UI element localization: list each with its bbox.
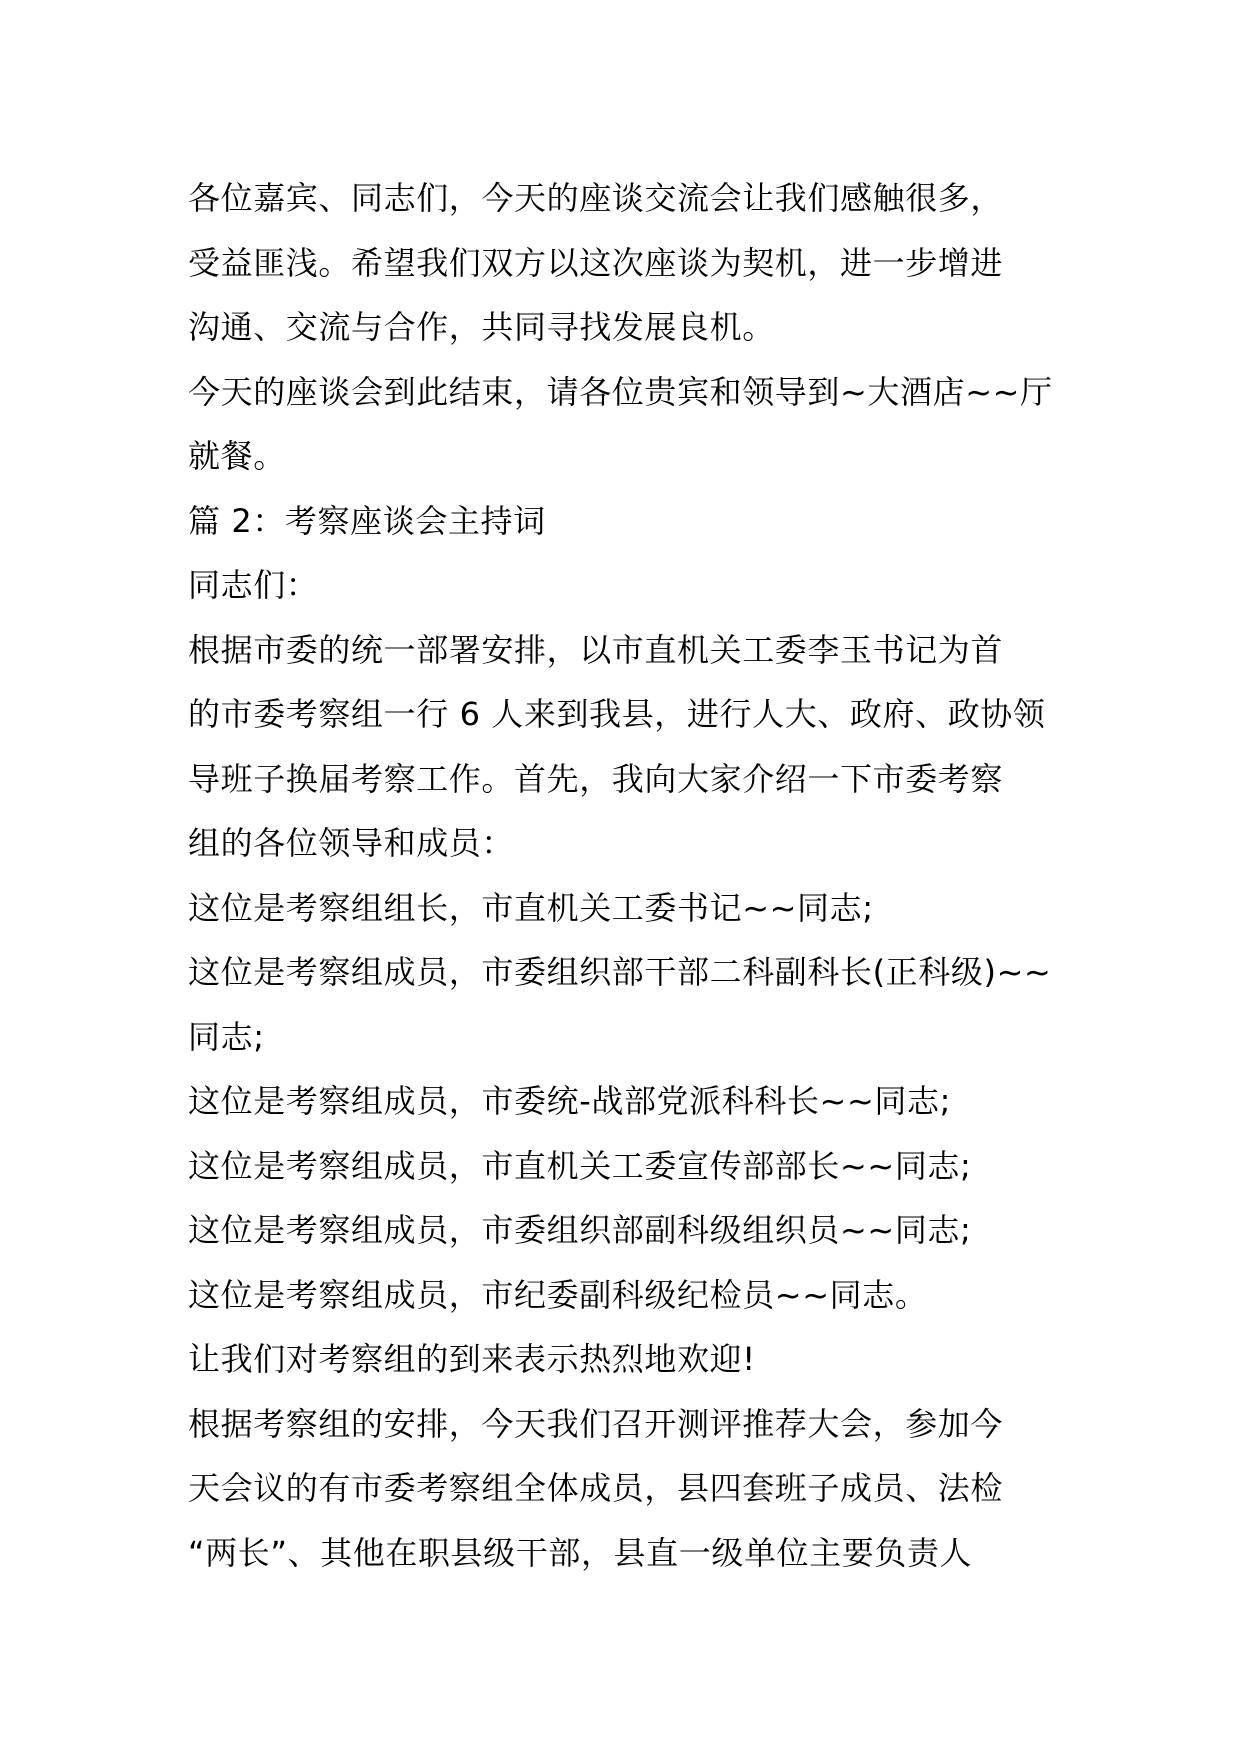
document-body — [188, 166, 1068, 1585]
text-line: “两长”、其他在职县级干部，县直一级单位主要负责人 — [188, 1533, 973, 1572]
member-intro-line: 这位是考察组成员，市纪委副科级纪检员~~同志。 — [188, 1275, 928, 1314]
member-intro-line: 这位是考察组成员，市直机关工委宣传部部长~~同志; — [188, 1146, 972, 1185]
text-line: 各位嘉宾、同志们，今天的座谈交流会让我们感触很多， — [188, 179, 1004, 217]
member-intro-line: 这位是考察组成员，市委统-战部党派科科长~~同志; — [188, 1082, 951, 1120]
text-line: 根据考察组的安排，今天我们召开测评推荐大会，参加今 — [188, 1404, 1004, 1443]
text-line: 的市委考察组一行 6 人来到我县，进行人大、政府、政协领 — [188, 695, 1046, 733]
text-line: 让我们对考察组的到来表示热烈地欢迎! — [188, 1340, 756, 1378]
member-intro-line: 同志; — [188, 1017, 265, 1056]
text-line: 沟通、交流与合作，共同寻找发展良机。 — [188, 308, 775, 346]
member-intro-line: 这位是考察组成员，市委组织部干部二科副科长(正科级)~~ — [188, 953, 1052, 991]
member-intro-line: 这位是考察组成员，市委组织部副科级组织员~~同志; — [188, 1211, 972, 1249]
text-line: 组的各位领导和成员： — [188, 824, 515, 862]
text-line: 根据市委的统一部署安排，以市直机关工委李玉书记为首 — [188, 630, 1004, 669]
text-line: 今天的座谈会到此结束，请各位贵宾和领导到~大酒店~~厅 — [188, 372, 1053, 411]
text-line: 天会议的有市委考察组全体成员，县四套班子成员、法检 — [188, 1469, 1004, 1507]
text-line: 导班子换届考察工作。首先，我向大家介绍一下市委考察 — [188, 759, 1004, 798]
salutation: 同志们： — [188, 566, 319, 604]
section-heading: 篇 2：考察座谈会主持词 — [188, 501, 546, 540]
text-line: 就餐。 — [188, 437, 286, 475]
member-intro-line: 这位是考察组组长，市直机关工委书记~~同志; — [188, 888, 874, 927]
text-line: 受益匪浅。希望我们双方以这次座谈为契机，进一步增进 — [188, 243, 1004, 282]
